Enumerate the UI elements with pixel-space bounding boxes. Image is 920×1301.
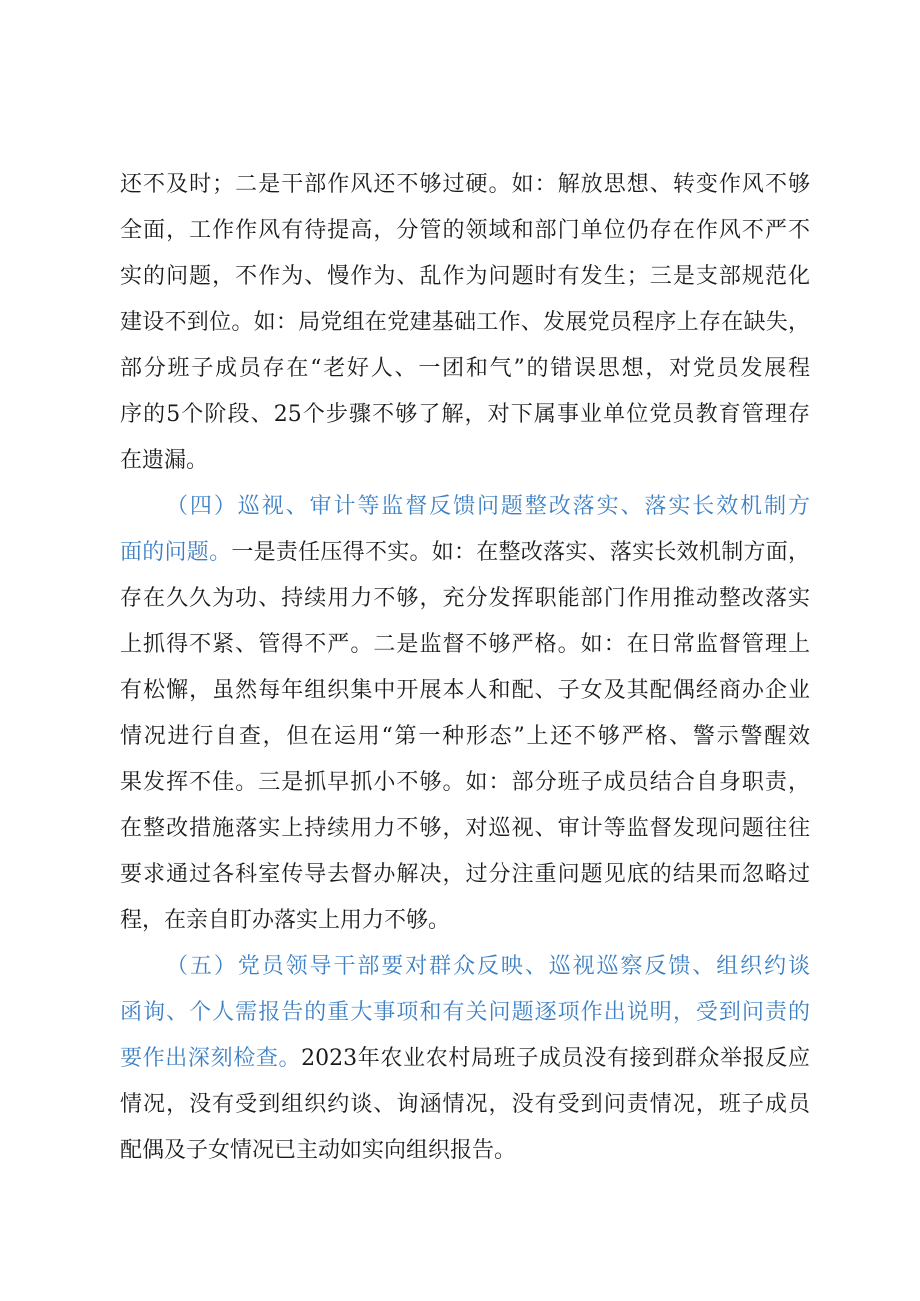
text-line	[120, 668, 810, 714]
text-segment: 配偶及子女情况已主动如实向组织报告。	[120, 1138, 517, 1163]
text-line	[120, 392, 810, 438]
text-line	[120, 300, 810, 346]
text-segment: 序的5个阶段、25个步骤不够了解，对下属事业单位党员教育管理存	[120, 402, 810, 427]
section-heading-text: 函询、个人需报告的重大事项和有关问题逐项作出说明，受到问责的	[120, 1000, 810, 1025]
text-segment: 在整改措施落实上持续用力不够，对巡视、审计等监督发现问题往往	[120, 816, 810, 841]
text-segment: 存在久久为功、持续用力不够，充分发挥职能部门作用推动整改落实	[120, 586, 810, 611]
text-segment: 上抓得不紧、管得不严。二是监督不够严格。如：在日常监督管理上	[120, 632, 810, 657]
text-line	[120, 346, 810, 392]
text-line	[120, 760, 810, 806]
section-heading-text: 面的问题。	[120, 540, 232, 565]
section-heading-line	[120, 990, 810, 1036]
text-line	[120, 714, 810, 760]
text-line	[120, 1082, 810, 1128]
text-segment: 有松懈，虽然每年组织集中开展本人和配、子女及其配偶经商办企业	[120, 678, 810, 703]
text-segment: 情况进行自查，但在运用“第一种形态”上还不够严格、警示警醒效	[120, 724, 810, 749]
text-line	[120, 806, 810, 852]
text-line	[120, 208, 810, 254]
text-segment: 情况，没有受到组织约谈、询涵情况，没有受到问责情况，班子成员	[120, 1092, 810, 1117]
text-line	[120, 1128, 810, 1174]
text-segment: 实的问题，不作为、慢作为、乱作为问题时有发生；三是支部规范化	[120, 264, 810, 289]
section-heading-text: （四）巡视、审计等监督反馈问题整改落实、落实长效机制方	[166, 494, 810, 519]
text-segment: 还不及时；二是干部作风还不够过硬。如：解放思想、转变作风不够	[120, 172, 810, 197]
section-heading-text: 要作出深刻检查。	[120, 1046, 302, 1071]
text-segment: 全面，工作作风有待提高，分管的领域和部门单位仍存在作风不严不	[120, 218, 810, 243]
text-segment: 2023年农业农村局班子成员没有接到群众举报反应	[301, 1046, 810, 1071]
text-segment: 要求通过各科室传导去督办解决，过分注重问题见底的结果而忽略过	[120, 862, 810, 887]
section-heading-line	[166, 944, 810, 990]
text-line	[120, 530, 810, 576]
text-segment: 一是责任压得不实。如：在整改落实、落实长效机制方面，	[231, 540, 810, 565]
text-segment: 部分班子成员存在“老好人、一团和气”的错误思想，对党员发展程	[120, 356, 810, 381]
text-segment: 果发挥不佳。三是抓早抓小不够。如：部分班子成员结合自身职责，	[120, 770, 810, 795]
text-segment: 在遗漏。	[120, 448, 209, 473]
section-heading-line	[166, 484, 810, 530]
text-line	[120, 1036, 810, 1082]
text-line	[120, 576, 810, 622]
section-heading-text: （五）党员领导干部要对群众反映、巡视巡察反馈、组织约谈	[166, 954, 810, 979]
text-line	[120, 162, 810, 208]
text-segment: 程，在亲自盯办落实上用力不够。	[120, 908, 451, 933]
text-line	[120, 254, 810, 300]
text-line	[120, 898, 810, 944]
text-line	[120, 622, 810, 668]
text-segment: 建设不到位。如：局党组在党建基础工作、发展党员程序上存在缺失，	[120, 310, 810, 335]
text-line	[120, 438, 810, 484]
text-line	[120, 852, 810, 898]
